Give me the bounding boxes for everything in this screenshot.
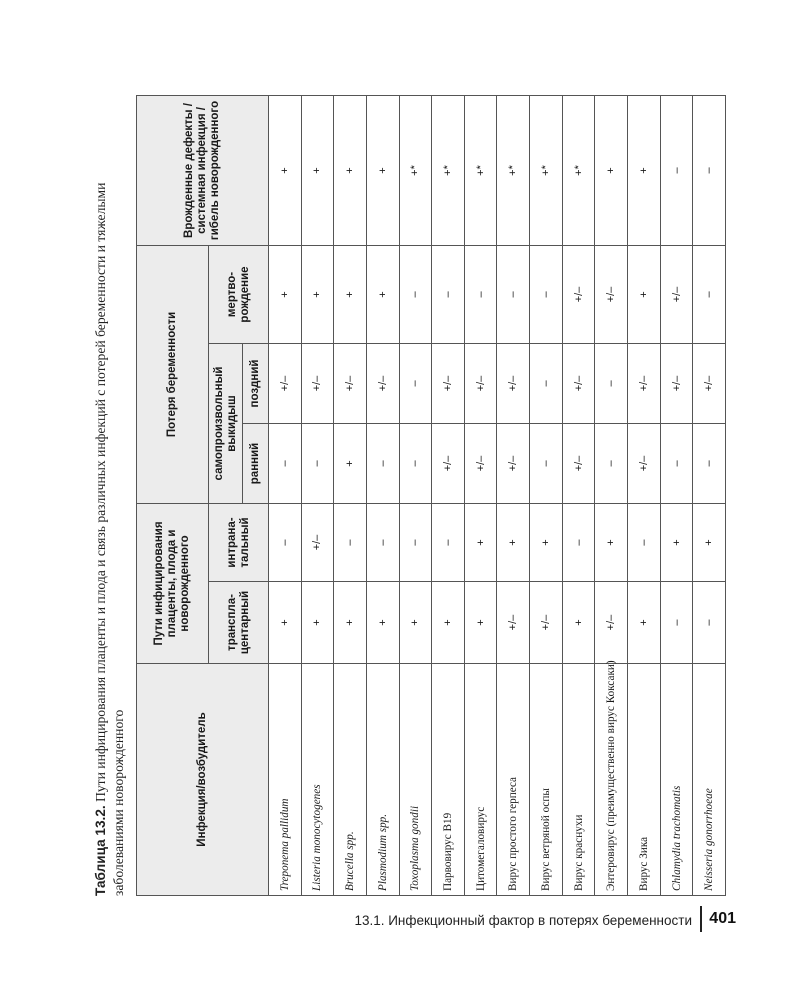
row-cell-value: +/– [432, 423, 465, 503]
row-cell-value: + [628, 245, 661, 343]
row-cell-value: – [693, 423, 726, 503]
row-cell-value: +/– [432, 343, 465, 423]
table-row [628, 95, 661, 895]
row-cell-value: +/– [301, 343, 334, 423]
row-cell-value: +/– [628, 343, 661, 423]
row-cell-value: + [301, 245, 334, 343]
row-cell-value: + [628, 95, 661, 245]
row-cell-value: – [269, 423, 302, 503]
row-cell-value: +* [530, 95, 563, 245]
row-cell-value: +/– [628, 423, 661, 503]
header-stillbirth: мертво-рождение [209, 245, 269, 343]
row-cell-value: + [628, 582, 661, 664]
table-row [366, 95, 399, 895]
caption-text: Пути инфицирования плаценты и плода и связь различных инфекций с потерей беременности и тяжелыми заболеваниями новорожденного [93, 182, 126, 896]
page-number: 401 [709, 910, 736, 927]
infection-table [136, 95, 726, 896]
row-cell-value: – [595, 423, 628, 503]
row-cell-value: +/– [497, 582, 530, 664]
row-cell-value: +* [497, 95, 530, 245]
row-cell-value: – [366, 503, 399, 581]
row-cell-value: – [334, 503, 367, 581]
row-cell-value: +/– [562, 423, 595, 503]
row-cell-value: +/– [693, 343, 726, 423]
row-infection-name: Brucella spp. [334, 664, 367, 896]
row-cell-value: – [399, 503, 432, 581]
row-cell-value: – [693, 582, 726, 664]
row-cell-value: +* [399, 95, 432, 245]
table-row [432, 95, 465, 895]
row-cell-value: +/– [366, 343, 399, 423]
row-cell-value: + [366, 95, 399, 245]
row-cell-value: – [693, 95, 726, 245]
row-cell-value: + [334, 423, 367, 503]
row-cell-value: – [660, 582, 693, 664]
row-infection-name: Listeria monocytogenes [301, 664, 334, 896]
table-row [693, 95, 726, 895]
row-infection-name: Chlamydia trachomatis [660, 664, 693, 896]
row-cell-value: +/– [497, 423, 530, 503]
row-cell-value: – [301, 423, 334, 503]
row-cell-value: + [497, 503, 530, 581]
row-cell-value: +/– [464, 423, 497, 503]
row-cell-value: – [366, 423, 399, 503]
row-cell-value: + [464, 582, 497, 664]
row-infection-name: Toxoplasma gondii [399, 664, 432, 896]
row-infection-name: Вирус ветряной оспы [530, 664, 563, 896]
row-cell-value: +* [464, 95, 497, 245]
row-infection-name: Plasmodium spp. [366, 664, 399, 896]
row-cell-value: + [432, 582, 465, 664]
row-infection-name: Цитомегаловирус [464, 664, 497, 896]
row-cell-value: + [269, 95, 302, 245]
row-cell-value: + [366, 582, 399, 664]
row-cell-value: +/– [464, 343, 497, 423]
row-cell-value: + [464, 503, 497, 581]
row-cell-value: +/– [595, 245, 628, 343]
header-defects: Врожденные дефекты / системная инфекция / гибель новорожденного [137, 95, 269, 245]
row-cell-value: + [334, 95, 367, 245]
header-early: ранний [243, 423, 269, 503]
footer-section-title: 13.1. Инфекционный фактор в потерях беременности [354, 913, 692, 928]
row-infection-name: Парвовирус В19 [432, 664, 465, 896]
row-cell-value: +* [562, 95, 595, 245]
row-cell-value: – [399, 343, 432, 423]
table-row [301, 95, 334, 895]
row-infection-name: Вирус краснухи [562, 664, 595, 896]
row-cell-value: – [660, 423, 693, 503]
row-cell-value: + [366, 245, 399, 343]
row-cell-value: +/– [497, 343, 530, 423]
row-infection-name: Энтеровирус (преимущественно вирус Коксаки) [595, 664, 628, 896]
header-transplacental: транспла-центарный [209, 582, 269, 664]
row-cell-value: – [530, 245, 563, 343]
row-cell-value: +/– [301, 503, 334, 581]
row-cell-value: – [693, 245, 726, 343]
header-routes: Пути инфицирования плаценты, плода и новорожденного [137, 503, 209, 663]
header-late: поздний [243, 343, 269, 423]
row-cell-value: +* [432, 95, 465, 245]
table-row [595, 95, 628, 895]
row-cell-value: – [595, 343, 628, 423]
row-cell-value: +/– [530, 582, 563, 664]
rotated-page-content [92, 96, 732, 896]
table-body [269, 95, 726, 895]
row-cell-value: + [334, 245, 367, 343]
row-cell-value: +/– [269, 343, 302, 423]
caption-label: Таблица 13.2. [93, 805, 108, 896]
header-infection: Инфекция/возбудитель [137, 664, 269, 896]
row-cell-value: – [432, 503, 465, 581]
row-cell-value: – [660, 95, 693, 245]
row-cell-value: + [660, 503, 693, 581]
table-row [530, 95, 563, 895]
footer-divider [700, 906, 702, 932]
row-cell-value: – [562, 503, 595, 581]
row-cell-value: – [530, 343, 563, 423]
page-footer [300, 906, 740, 936]
table-caption [92, 96, 128, 896]
table-row [660, 95, 693, 895]
row-cell-value: +/– [595, 582, 628, 664]
row-infection-name: Neisseria gonorrhoeae [693, 664, 726, 896]
row-cell-value: +/– [562, 343, 595, 423]
row-cell-value: +/– [562, 245, 595, 343]
table-row [334, 95, 367, 895]
row-cell-value: – [530, 423, 563, 503]
row-cell-value: + [301, 95, 334, 245]
row-cell-value: + [269, 245, 302, 343]
row-cell-value: + [693, 503, 726, 581]
row-cell-value: + [334, 582, 367, 664]
row-cell-value: + [301, 582, 334, 664]
row-infection-name: Вирус Зика [628, 664, 661, 896]
row-cell-value: – [464, 245, 497, 343]
row-infection-name: Treponema pallidum [269, 664, 302, 896]
row-cell-value: + [530, 503, 563, 581]
row-cell-value: + [269, 582, 302, 664]
table-row [562, 95, 595, 895]
row-cell-value: +/– [660, 245, 693, 343]
row-cell-value: + [562, 582, 595, 664]
header-miscarriage: самопроизвольный выкидыш [209, 343, 243, 503]
row-cell-value: – [497, 245, 530, 343]
row-cell-value: – [628, 503, 661, 581]
table-row [269, 95, 302, 895]
table-row [399, 95, 432, 895]
table-row [497, 95, 530, 895]
row-cell-value: + [595, 503, 628, 581]
row-infection-name: Вирус простого герпеса [497, 664, 530, 896]
row-cell-value: – [399, 245, 432, 343]
row-cell-value: – [269, 503, 302, 581]
row-cell-value: +/– [660, 343, 693, 423]
row-cell-value: – [399, 423, 432, 503]
row-cell-value: – [432, 245, 465, 343]
header-loss: Потеря беременности [137, 245, 209, 503]
row-cell-value: + [399, 582, 432, 664]
header-intrapartum: интрана-тальный [209, 503, 269, 581]
table-row [464, 95, 497, 895]
row-cell-value: + [595, 95, 628, 245]
row-cell-value: +/– [334, 343, 367, 423]
